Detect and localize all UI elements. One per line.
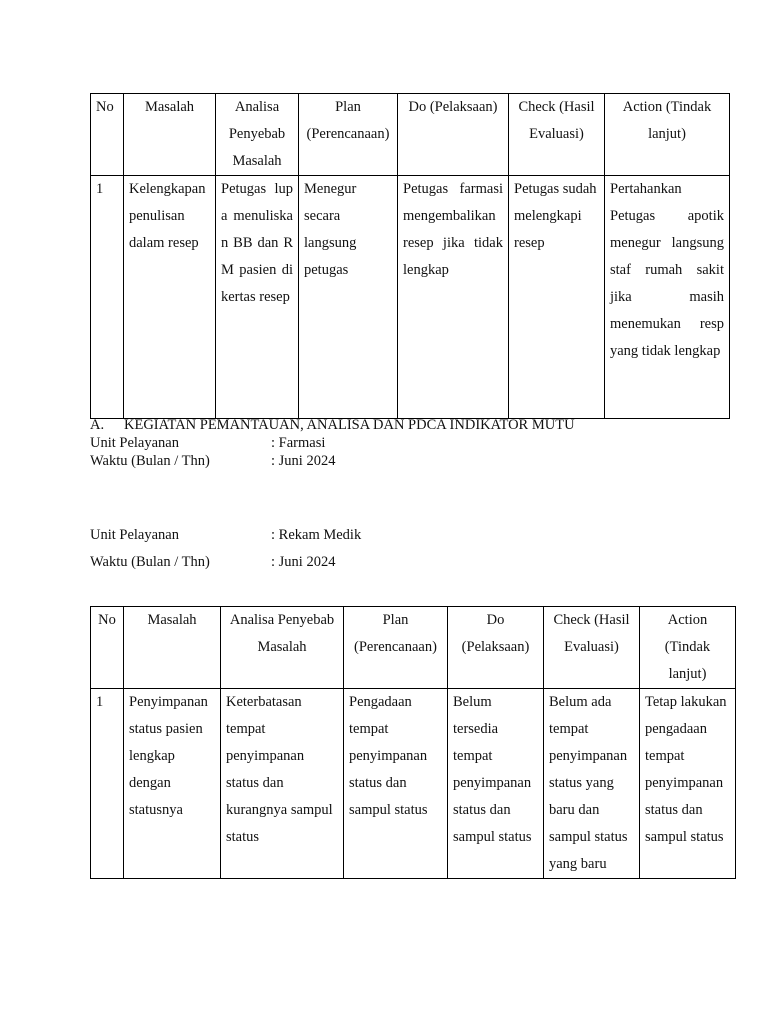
table-row bbox=[91, 689, 736, 879]
header-analisa: Analisa Penyebab Masalah bbox=[216, 94, 299, 176]
header-action: Action (Tindak lanjut) bbox=[605, 94, 730, 176]
section-a-heading bbox=[90, 416, 575, 434]
cell-masalah: Penyimpanan status pasien lengkap dengan statusnya bbox=[124, 689, 221, 879]
header-no: No bbox=[91, 94, 124, 176]
cell-check: Petugas sudah melengkapi resep bbox=[509, 176, 605, 419]
header-analisa: Analisa Penyebab Masalah bbox=[221, 607, 344, 689]
cell-action: Pertahankan Petugas apotik menegur langsung staf rumah sakit jika masih menemukan resp yang tidak lengkap bbox=[605, 176, 730, 419]
cell-do: Petugas farmasi mengembalikan resep jika tidak lengkap bbox=[398, 176, 509, 419]
time-label: Waktu (Bulan / Thn) bbox=[90, 554, 210, 570]
header-action: Action (Tindak lanjut) bbox=[640, 607, 736, 689]
header-plan: Plan (Perencanaan) bbox=[299, 94, 398, 176]
header-no: No bbox=[91, 607, 124, 689]
header-do: Do (Pelaksaan) bbox=[448, 607, 544, 689]
cell-plan: Pengadaan tempat penyimpanan status dan sampul status bbox=[344, 689, 448, 879]
cell-check: Belum ada tempat penyimpanan status yang baru dan sampul status yang baru bbox=[544, 689, 640, 879]
header-check: Check (Hasil Evaluasi) bbox=[509, 94, 605, 176]
header-do: Do (Pelaksaan) bbox=[398, 94, 509, 176]
cell-analisa: Keterbatasan tempat penyimpanan status dan kurangnya sampul status bbox=[221, 689, 344, 879]
cell-action: Tetap lakukan pengadaan tempat penyimpanan status dan sampul status bbox=[640, 689, 736, 879]
time-label: Waktu (Bulan / Thn) bbox=[90, 453, 210, 469]
header-plan: Plan (Perencanaan) bbox=[344, 607, 448, 689]
table-header-row bbox=[91, 94, 730, 176]
cell-masalah: Kelengkapan penulisan dalam resep bbox=[124, 176, 216, 419]
time-value: : Juni 2024 bbox=[271, 453, 336, 469]
table-row bbox=[91, 176, 730, 419]
pdca-table-rekam-medik bbox=[90, 606, 736, 879]
header-masalah: Masalah bbox=[124, 607, 221, 689]
unit-label: Unit Pelayanan bbox=[90, 527, 179, 543]
cell-no: 1 bbox=[91, 689, 124, 879]
section-letter: A. bbox=[90, 417, 105, 433]
cell-do: Belum tersedia tempat penyimpanan status dan sampul status bbox=[448, 689, 544, 879]
table-header-row bbox=[91, 607, 736, 689]
unit-value: : Farmasi bbox=[271, 435, 326, 451]
unit-label: Unit Pelayanan bbox=[90, 435, 179, 451]
cell-analisa: Petugas lupa menuliskan BB dan RM pasien di kertas resep bbox=[216, 176, 299, 419]
section-title: KEGIATAN PEMANTAUAN, ANALISA DAN PDCA INDIKATOR MUTU bbox=[124, 417, 575, 433]
header-masalah: Masalah bbox=[124, 94, 216, 176]
header-check: Check (Hasil Evaluasi) bbox=[544, 607, 640, 689]
time-value: : Juni 2024 bbox=[271, 554, 336, 570]
unit-value: : Rekam Medik bbox=[271, 527, 362, 543]
cell-no: 1 bbox=[91, 176, 124, 419]
pdca-table-farmasi bbox=[90, 93, 730, 419]
cell-plan: Menegur secara langsung petugas bbox=[299, 176, 398, 419]
